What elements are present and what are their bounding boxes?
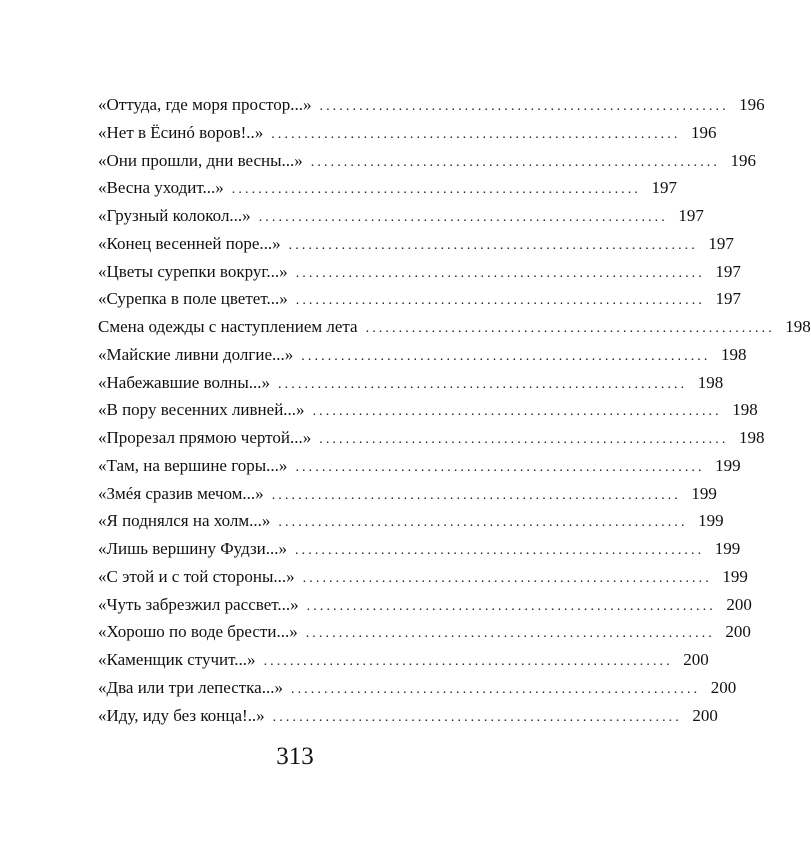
toc-entry xyxy=(98,591,752,619)
dot-leader: .............................................................. xyxy=(278,515,688,531)
dot-leader: .............................................................. xyxy=(288,237,698,253)
dot-leader: .............................................................. xyxy=(302,570,712,586)
dot-leader: .............................................................. xyxy=(278,376,688,392)
dot-leader: .............................................................. xyxy=(306,598,716,614)
dot-leader: .............................................................. xyxy=(271,126,681,142)
toc-entry-page: 198 xyxy=(738,428,765,447)
toc-entry-page: 197 xyxy=(678,206,704,225)
toc-entry-title: «Там, на вершине горы...» xyxy=(98,455,288,475)
dot-leader: .............................................................. xyxy=(258,210,668,225)
toc-entry-title: Смена одежды с наступлением лета xyxy=(98,317,358,336)
toc-entry-page: 200 xyxy=(710,677,737,697)
toc-entry xyxy=(98,91,765,119)
toc-entry-title: «Весна уходит...» xyxy=(98,178,224,198)
toc-entry-page: 199 xyxy=(715,455,741,475)
toc-entry-title: «Конец весенней поре...» xyxy=(98,233,281,253)
toc-entry xyxy=(98,702,718,730)
toc-entry xyxy=(98,313,811,341)
toc-entry xyxy=(98,341,747,369)
toc-entry xyxy=(98,369,724,397)
toc-entry xyxy=(98,119,717,147)
toc-entry-page: 197 xyxy=(715,289,741,309)
toc-entry-page: 196 xyxy=(730,150,756,170)
toc-entry-page: 198 xyxy=(732,400,758,420)
toc-entry-title: «Хорошо по воде брести...» xyxy=(98,622,298,642)
toc-entry-page: 197 xyxy=(708,233,734,253)
toc-entry-title: «Нет в Ёсинó воров!..» xyxy=(98,122,264,142)
dot-leader: .............................................................. xyxy=(290,681,701,697)
toc-entry-page: 199 xyxy=(698,511,724,531)
toc-entry xyxy=(98,618,751,646)
dot-leader: .............................................................. xyxy=(272,709,682,725)
toc-entry-title: «Чуть забрезжил рассвет...» xyxy=(98,594,299,614)
toc-entry xyxy=(98,396,758,424)
dot-leader: .............................................................. xyxy=(312,404,722,420)
toc-entry xyxy=(98,424,765,452)
dot-leader: .............................................................. xyxy=(271,487,681,503)
dot-leader: .............................................................. xyxy=(319,99,729,114)
toc-entry-page: 198 xyxy=(785,317,811,336)
dot-leader: .............................................................. xyxy=(295,293,705,309)
toc-entry-title: «Змéя сразив мечом...» xyxy=(98,483,264,503)
toc-entry-title: «Каменщик стучит...» xyxy=(98,650,256,669)
dot-leader: .............................................................. xyxy=(301,348,711,364)
toc-entry-page: 197 xyxy=(651,178,677,198)
toc-entry-page: 197 xyxy=(715,261,741,281)
dot-leader: .............................................................. xyxy=(231,182,641,198)
toc-entry xyxy=(98,563,748,591)
toc-entry xyxy=(98,230,734,258)
toc-entry-title: «Иду, иду без конца!..» xyxy=(98,705,265,725)
dot-leader: .............................................................. xyxy=(295,543,705,558)
page-number: 313 xyxy=(276,743,314,770)
dot-leader: .............................................................. xyxy=(319,432,729,447)
toc-entry xyxy=(98,147,756,175)
dot-leader: .............................................................. xyxy=(295,265,705,281)
toc-entry-page: 199 xyxy=(714,539,741,558)
toc-entry-title: «Они прошли, дни весны...» xyxy=(98,150,303,170)
dot-leader: .............................................................. xyxy=(310,154,720,170)
toc-entry-title: «Сурепка в поле цветет...» xyxy=(98,289,288,309)
toc-entry-title: «Оттуда, где моря простор...» xyxy=(98,95,312,114)
toc-entry xyxy=(98,674,737,702)
toc-entry xyxy=(98,646,709,674)
dot-leader: .............................................................. xyxy=(305,626,715,642)
toc-entry-title: «С этой и с той стороны...» xyxy=(98,566,295,586)
toc-entry xyxy=(98,535,741,563)
toc-entry xyxy=(98,258,741,286)
toc-entry xyxy=(98,202,704,230)
toc-entry-title: «Цветы сурепки вокруг...» xyxy=(98,261,288,281)
toc-entry-page: 199 xyxy=(722,566,748,586)
toc-entry-title: «Прорезал прямою чертой...» xyxy=(98,428,312,447)
toc-entry-page: 198 xyxy=(721,344,747,364)
toc-entry-page: 200 xyxy=(692,705,718,725)
dot-leader: .............................................................. xyxy=(263,654,673,669)
dot-leader: .............................................................. xyxy=(295,459,705,475)
toc-entry-title: «Я поднялся на холм...» xyxy=(98,511,271,531)
toc-entry xyxy=(98,285,741,313)
toc-entry xyxy=(98,452,741,480)
toc-entry xyxy=(98,174,677,202)
toc-entry-title: «Лишь вершину Фудзи...» xyxy=(98,539,288,558)
dot-leader: .............................................................. xyxy=(365,321,775,336)
toc-entry-page: 200 xyxy=(725,622,751,642)
toc-entry-page: 200 xyxy=(726,594,752,614)
toc-entry-page: 200 xyxy=(683,650,709,669)
toc-entry-page: 196 xyxy=(690,122,717,142)
toc-entry xyxy=(98,507,724,535)
toc-entry-title: «Грузный колокол...» xyxy=(98,206,251,225)
toc-entry xyxy=(98,480,717,508)
toc-entry-page: 198 xyxy=(697,372,724,392)
toc-entry-title: «В пору весенних ливней...» xyxy=(98,400,305,420)
table-of-contents xyxy=(98,91,811,729)
toc-entry-title: «Майские ливни долгие...» xyxy=(98,344,294,364)
toc-entry-title: «Два или три лепестка...» xyxy=(98,677,283,697)
toc-entry-title: «Набежавшие волны...» xyxy=(98,372,271,392)
toc-entry-page: 199 xyxy=(691,483,717,503)
toc-entry-page: 196 xyxy=(739,95,765,114)
